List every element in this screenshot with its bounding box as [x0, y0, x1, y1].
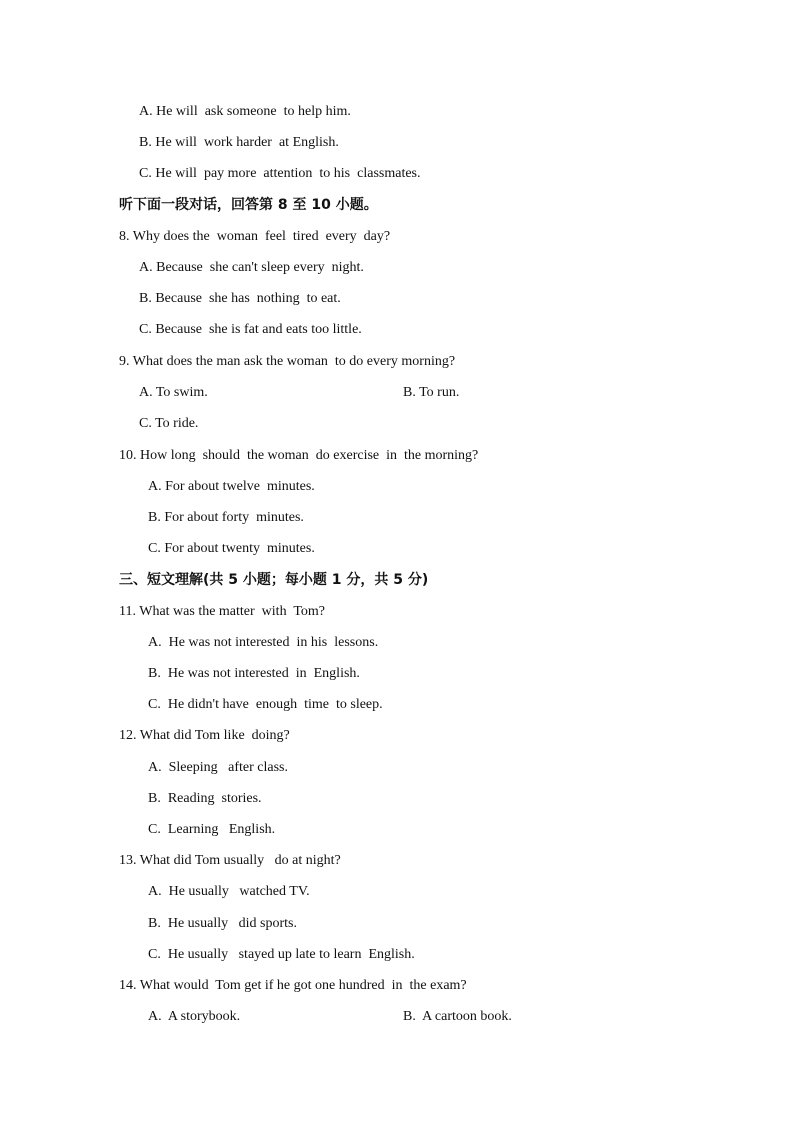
q7-option-c: C. He will pay more attention to his classmates.: [139, 166, 421, 181]
q13-option-b: B. He usually did sports.: [148, 916, 297, 931]
q14-option-b: B. A cartoon book.: [403, 1009, 512, 1024]
q10-option-a: A. For about twelve minutes.: [148, 479, 315, 494]
section-heading-reading: 三、短文理解(共 5 小题；每小题 1 分，共 5 分): [119, 572, 429, 588]
section-instruction-8-10: 听下面一段对话，回答第 8 至 10 小题。: [119, 197, 378, 213]
q13-option-a: A. He usually watched TV.: [148, 884, 310, 899]
q11-option-a: A. He was not interested in his lessons.: [148, 635, 379, 650]
q14-option-a: A. A storybook.: [148, 1009, 241, 1024]
q11-question: 11. What was the matter with Tom?: [119, 604, 325, 619]
q7-option-b: B. He will work harder at English.: [139, 135, 339, 150]
q11-option-b: B. He was not interested in English.: [148, 666, 360, 681]
q10-option-b: B. For about forty minutes.: [148, 510, 304, 525]
q13-option-c: C. He usually stayed up late to learn English.: [148, 947, 415, 962]
q9-option-c: C. To ride.: [139, 416, 199, 431]
q10-question: 10. How long should the woman do exercise in the morning?: [119, 448, 479, 463]
q14-question: 14. What would Tom get if he got one hundred in the exam?: [119, 978, 467, 993]
q12-question: 12. What did Tom like doing?: [119, 728, 290, 743]
q8-question: 8. Why does the woman feel tired every day?: [119, 229, 391, 244]
q8-option-a: A. Because she can't sleep every night.: [139, 260, 364, 275]
q8-option-c: C. Because she is fat and eats too little.: [139, 322, 362, 337]
q9-question: 9. What does the man ask the woman to do every morning?: [119, 354, 456, 369]
q13-question: 13. What did Tom usually do at night?: [119, 853, 341, 868]
q12-option-b: B. Reading stories.: [148, 791, 262, 806]
q10-option-c: C. For about twenty minutes.: [148, 541, 315, 556]
q9-option-a: A. To swim.: [139, 385, 208, 400]
q12-option-a: A. Sleeping after class.: [148, 760, 288, 775]
q12-option-c: C. Learning English.: [148, 822, 276, 837]
q7-option-a: A. He will ask someone to help him.: [139, 104, 351, 119]
q8-option-b: B. Because she has nothing to eat.: [139, 291, 341, 306]
q9-option-b: B. To run.: [403, 385, 460, 400]
q11-option-c: C. He didn't have enough time to sleep.: [148, 697, 383, 712]
